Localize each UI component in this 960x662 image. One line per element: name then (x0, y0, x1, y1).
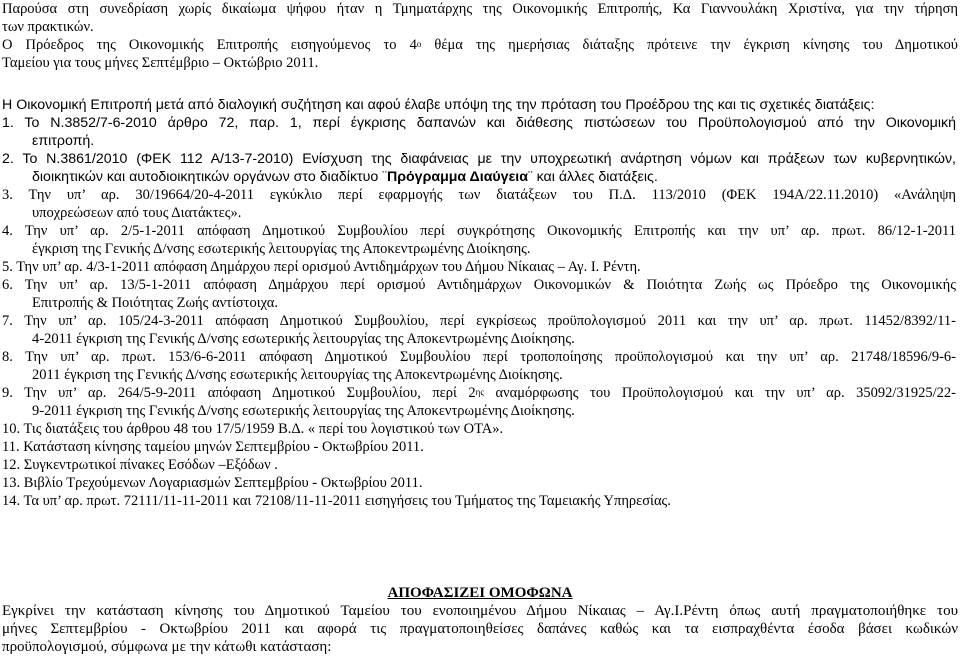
list-item: 10. Τις διατάξεις του άρθρου 48 του 17/5/1959 Β.Δ. « περί του λογιστικού των ΟΤΑ». (2, 421, 504, 437)
paragraph-line: των πρακτικών. (2, 19, 94, 35)
paragraph-line: προϋπολογισμού, σύμφωνα με την κάτωθι κατάσταση: (2, 639, 332, 655)
list-item-continuation: έγκριση της Γενικής Δ/νσης εσωτερικής λειτουργίας της Αποκεντρωμένης Διοίκησης. (32, 241, 531, 257)
paragraph-line (2, 36, 958, 54)
list-item: 5. Την υπ’ αρ. 4/3-1-2011 απόφαση Δημάρχου περί ορισμού Αντιδημάρχων του Δήμου Νίκαιας – Αγ. Ι. Ρέντη. (2, 259, 641, 275)
list-item-continuation: επιτροπή. (32, 133, 95, 149)
paragraph-line: Παρούσα στη συνεδρίαση χωρίς δικαίωμα ψήφου ήταν η Τμηματάρχης της Οικονομικής Επιτροπής, Κα Γιαννουλάκη Χριστίνα, για την τήρηση (2, 1, 958, 17)
text-span: θέμα της ημερήσιας διάταξης πρότεινε την έγκριση κίνησης του Δημοτικού (421, 37, 958, 53)
list-item: 13. Βιβλίο Τρεχούμενων Λογαριασμών Σεπτεμβρίου - Οκτωβρίου 2011. (2, 475, 423, 491)
list-item-continuation: υποχρεώσεων από τους Διατάκτες». (32, 205, 242, 221)
list-item-continuation: Επιτροπής & Ποιότητας Ζωής αντίστοιχα. (32, 295, 279, 311)
text-span: Ο Πρόεδρος της Οικονομικής Επιτροπής εισηγούμενος το 4 (2, 37, 417, 53)
list-item: 2. Το Ν.3861/2010 (ΦΕΚ 112 Α/13-7-2010) Ενίσχυση της διαφάνειας με την υποχρεωτική ανάρτηση νόμων και πράξεων των κυβερνητικών, (2, 151, 956, 167)
bold-text: Πρόγραμμα Διαύγεια (386, 169, 528, 185)
list-item: 4. Την υπ’ αρ. 2/5-1-2011 απόφαση Δημοτικού Συμβουλίου περί συγκρότησης Οικονομικής Επιτροπής και την υπ’ αρ. πρωτ. 86/12-1-2011 (2, 223, 956, 239)
paragraph-line: Ταμείου για τους μήνες Σεπτέμβριο – Οκτώβριο 2011. (2, 55, 319, 71)
list-item: 12. Συγκεντρωτικοί πίνακες Εσόδων –Εξόδων . (2, 457, 278, 473)
text-span: αναμόρφωσης του Προϋπολογισμού και την υπ’ αρ. 35092/31925/22- (483, 385, 956, 401)
paragraph-line: μήνες Σεπτεμβρίου - Οκτωβρίου 2011 και αφορά τις πραγματοποιηθείσες δαπάνες καθώς και τα εισπραχθέντα έσοδα βάσει κωδικών (2, 621, 958, 637)
superscript: ης (475, 387, 484, 397)
text-span: ¨ και άλλες διατάξεις. (527, 169, 658, 185)
text-span: 9. Την υπ’ αρ. 264/5-9-2011 απόφαση Δημοτικού Συμβουλίου, περί 2 (2, 385, 476, 401)
decision-heading: ΑΠΟΦΑΣΙΖΕΙ ΟΜΟΦΩΝΑ (387, 585, 573, 601)
list-item: 7. Την υπ’ αρ. 105/24-3-2011 απόφαση Δημοτικού Συμβουλίου, περί εγκρίσεως προϋπολογισμού 2011 και την υπ’ αρ. πρωτ. 11452/8392/11- (2, 313, 956, 329)
superscript: ο (416, 39, 422, 49)
list-item: 3. Την υπ’ αρ. 30/19664/20-4-2011 εγκύκλιο περί εφαρμογής των διατάξεων του Π.Δ. 113/2010 (ΦΕΚ 194Α/22.11.2010) «Ανάληψη (2, 187, 956, 203)
list-item-continuation (32, 168, 658, 186)
list-item: 6. Την υπ’ αρ. 13/5-1-2011 απόφαση Δημάρχου περί ορισμού Αντιδημάρχων Οικονομικών & Ποιότητα Ζωής ως Πρόεδρο της Οικονομικής (2, 277, 956, 293)
paragraph-line: Εγκρίνει την κατάσταση κίνησης του Δημοτικού Ταμείου του ενοποιημένου Δήμου Νίκαιας – Αγ.Ι.Ρέντη όπως αυτή πραγματοποιήθηκε του (2, 603, 958, 619)
paragraph-line: Η Οικονομική Επιτροπή μετά από διαλογική συζήτηση και αφού έλαβε υπόψη της την πρόταση του Προέδρου της και τις σχετικές διατάξεις: (2, 97, 875, 113)
list-item-continuation: 2011 έγκριση της Γενικής Δ/νσης εσωτερικής λειτουργίας της Αποκεντρωμένης Διοίκησης. (32, 367, 563, 383)
list-item: 1. Το Ν.3852/7-6-2010 άρθρο 72, παρ. 1, περί έγκρισης δαπανών και διάθεσης πιστώσεων του Προϋπολογισμού από την Οικονομική (2, 115, 956, 131)
text-span: διοικητικών και αυτοδιοικητικών οργάνων στο διαδίκτυο ¨ (32, 169, 387, 185)
list-item (2, 384, 956, 402)
list-item-continuation: 4-2011 έγκριση της Γενικής Δ/νσης εσωτερικής λειτουργίας της Αποκεντρωμένης Διοίκησης. (32, 331, 575, 347)
list-item: 14. Τα υπ’ αρ. πρωτ. 72111/11-11-2011 και 72108/11-11-2011 εισηγήσεις του Τμήματος της Ταμειακής Υπηρεσίας. (2, 493, 671, 509)
list-item: 11. Κατάσταση κίνησης ταμείου μηνών Σεπτεμβρίου - Οκτωβρίου 2011. (2, 439, 424, 455)
list-item: 8. Την υπ’ αρ. πρωτ. 153/6-6-2011 απόφαση Δημοτικού Συμβουλίου περί τροποποίησης προϋπολογισμού και την υπ’ αρ. 21748/18596/9-6- (2, 349, 956, 365)
list-item-continuation: 9-2011 έγκριση της Γενικής Δ/νσης εσωτερικής λειτουργίας της Αποκεντρωμένης Διοίκησης. (32, 403, 575, 419)
